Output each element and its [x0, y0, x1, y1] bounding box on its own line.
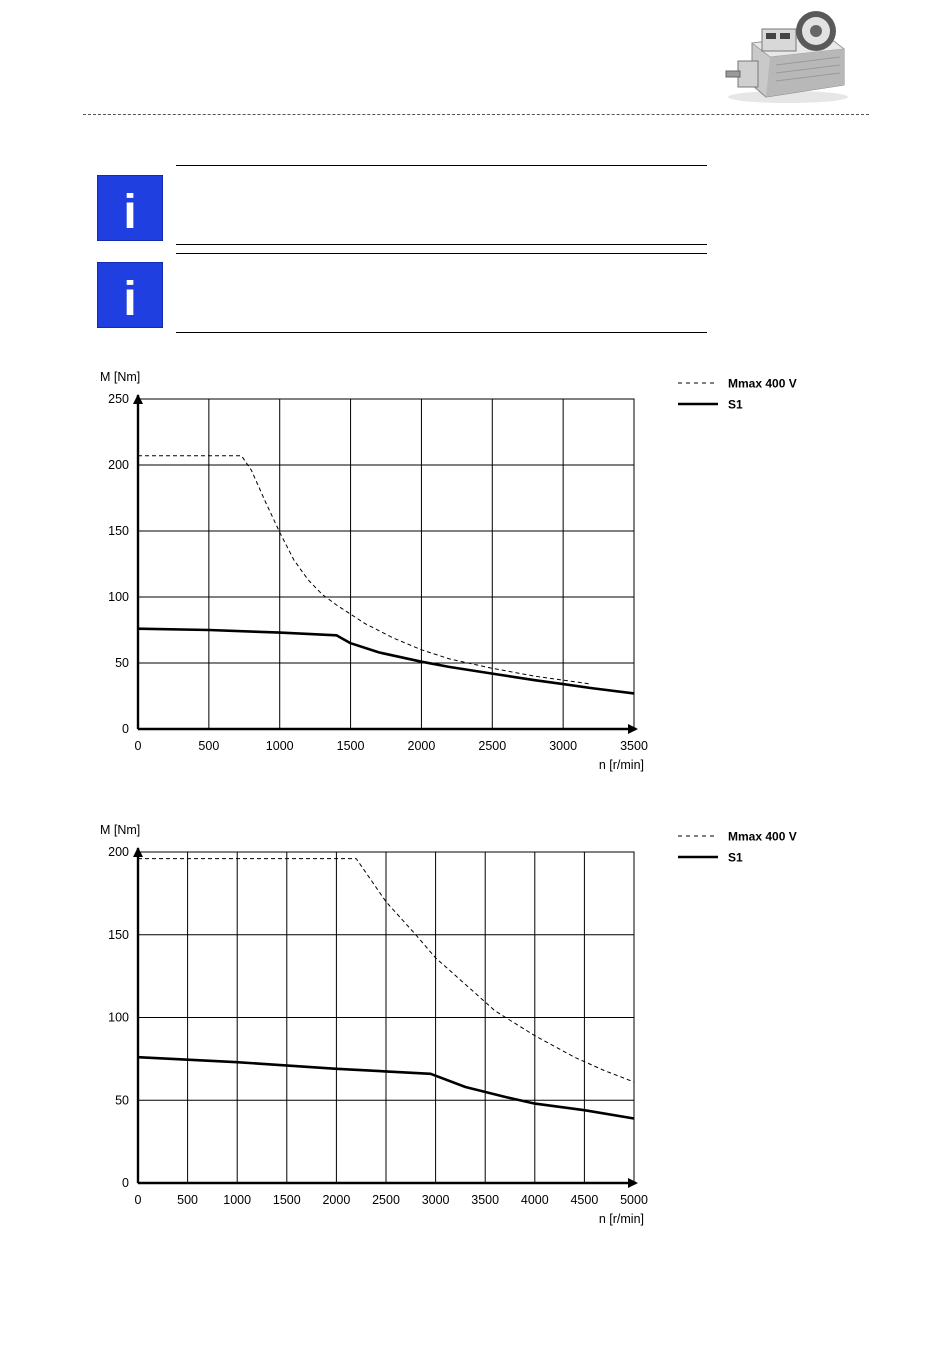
y-tick-label: 50: [115, 1093, 129, 1108]
y-tick-label: 200: [108, 458, 129, 472]
x-tick-label: 3000: [549, 739, 578, 753]
note-rule-bottom: [176, 244, 707, 245]
x-tick-label: 1000: [265, 739, 294, 753]
x-axis-arrow: [628, 724, 638, 734]
note-rule-top: [176, 253, 707, 254]
x-tick-label: 5000: [620, 1193, 648, 1207]
y-tick-label: 0: [122, 1176, 129, 1190]
torque-speed-chart-1: [0, 360, 950, 780]
x-tick-label: 3500: [620, 739, 648, 753]
legend-label: Mmax 400 V: [728, 376, 797, 391]
note-rule-bottom: [176, 332, 707, 333]
x-tick-label: 500: [198, 739, 220, 753]
x-tick-label: 2500: [478, 739, 507, 753]
info-icon: [97, 262, 163, 328]
x-axis-title: n [r/min]: [598, 758, 644, 772]
torque-speed-chart-2: [0, 815, 950, 1235]
y-axis-title: M [Nm]: [100, 370, 141, 384]
x-tick-label: 0: [134, 739, 142, 753]
legend-label: S1: [728, 397, 743, 412]
x-tick-label: 1000: [223, 1193, 252, 1207]
x-axis-arrow: [628, 1178, 638, 1188]
y-tick-label: 50: [115, 656, 129, 670]
x-tick-label: 0: [134, 1193, 142, 1207]
x-tick-label: 500: [177, 1193, 199, 1207]
legend-label: S1: [728, 850, 743, 865]
info-icon: [97, 175, 163, 241]
legend-label: Mmax 400 V: [728, 829, 797, 844]
x-tick-label: 4000: [520, 1193, 549, 1207]
x-tick-label: 1500: [336, 739, 365, 753]
x-tick-label: 3500: [471, 1193, 500, 1207]
x-axis-title: n [r/min]: [598, 1212, 644, 1226]
y-tick-label: 150: [108, 927, 129, 942]
note-rule-top: [176, 165, 707, 166]
x-tick-label: 2500: [372, 1193, 400, 1207]
x-tick-label: 3000: [421, 1193, 450, 1207]
svg-text:i: i: [123, 186, 137, 239]
y-axis-title: M [Nm]: [100, 823, 141, 837]
header-divider: [83, 114, 869, 115]
y-tick-label: 250: [108, 392, 129, 406]
x-tick-label: 4500: [570, 1193, 599, 1207]
x-tick-label: 1500: [272, 1193, 301, 1207]
servo-motor-photo: [722, 5, 854, 105]
series-line-s1: [138, 629, 634, 694]
x-tick-label: 2000: [322, 1193, 351, 1207]
y-tick-label: 100: [108, 1010, 129, 1025]
y-tick-label: 100: [108, 590, 129, 604]
series-line-mmax: [138, 456, 592, 684]
x-tick-label: 2000: [407, 739, 436, 753]
y-tick-label: 0: [122, 722, 129, 736]
svg-text:i: i: [123, 273, 137, 326]
y-tick-label: 150: [108, 524, 129, 538]
y-tick-label: 200: [108, 845, 129, 859]
